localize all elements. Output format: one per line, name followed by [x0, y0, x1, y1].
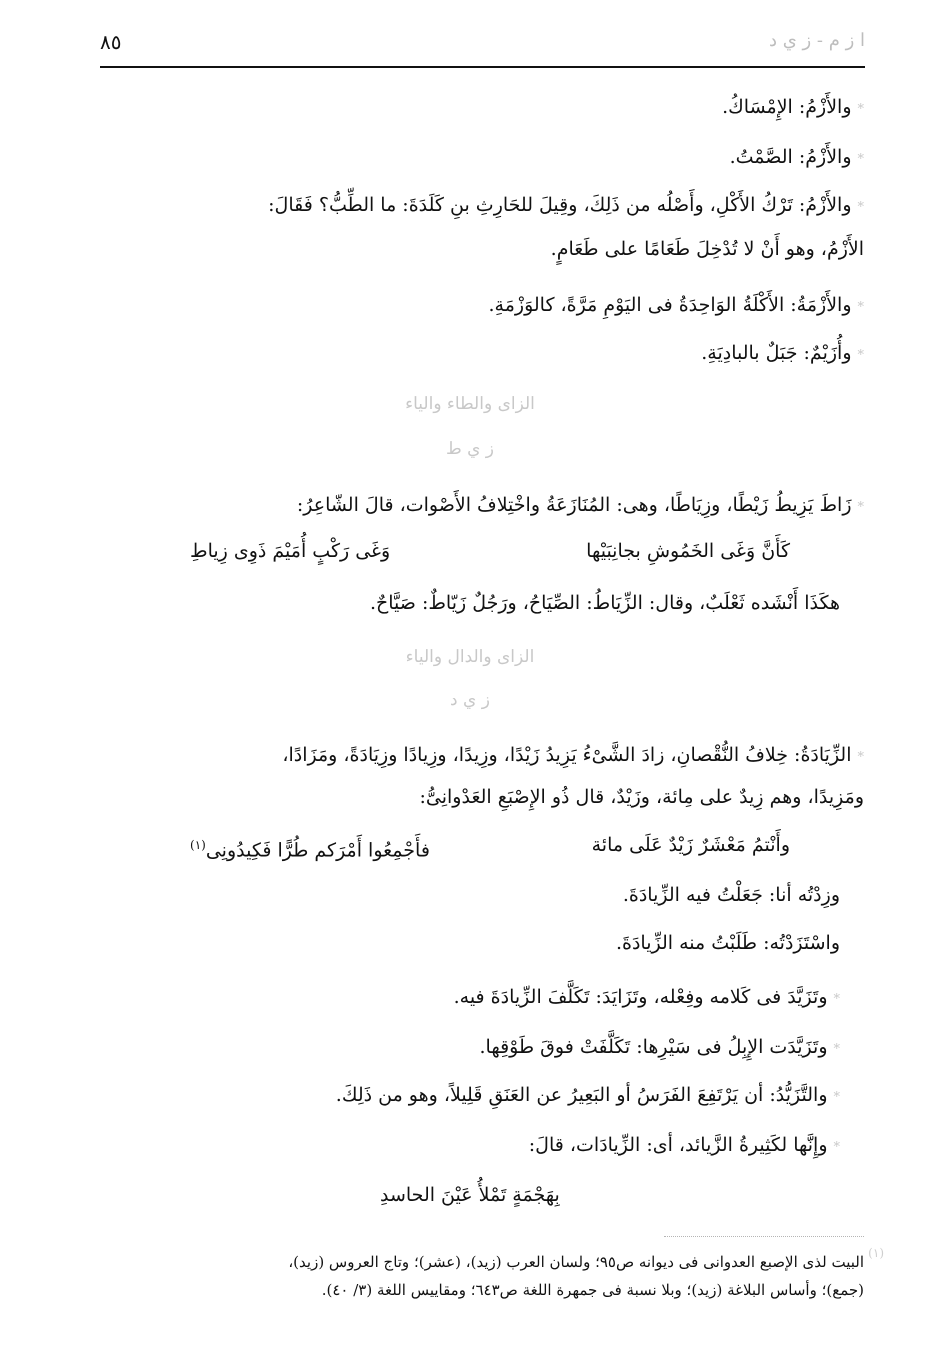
page-header: [100, 22, 865, 68]
star-icon: *: [857, 200, 864, 215]
entry-line: ومَزِيدًا، وهم زِيدٌ على مِائة، وزَيْدٌ، قال ذُو الإِصْبَعِ العَدْوانِىُّ:: [419, 786, 864, 808]
footnote-mark: (١): [868, 1246, 884, 1260]
entry-line: *وإِنَّها لكَثِيرةُ الزَّيائد، أى: الزِّيادَات، قالَ:: [529, 1130, 840, 1163]
star-icon: *: [857, 102, 864, 117]
verse-hemistich-first: وأَنْتمُ مَعْشَرٌ زَيْدٌ عَلَى مائة: [591, 834, 790, 856]
section-heading: الزاى والطاء والياء: [405, 394, 535, 414]
entry-line: *والأَزْمُ: الإِمْسَاكُ.: [722, 92, 864, 125]
entry-line: وزِدْتُه أنا: جَعَلْتُ فيه الزِّيادَةَ.: [622, 884, 840, 906]
star-icon: *: [833, 992, 840, 1007]
star-icon: *: [857, 500, 864, 515]
entry-line: *الزِّيَادَةُ: خِلافُ النُّقْصانِ، زادَ الشَّىْءُ يَزِيدُ زَيْدًا، وزِيدًا، وزِيادًا وزِيَادَةً، ومَزَادًا،: [282, 740, 864, 773]
entry-line: *وأُزَيْمٌ: جَبَلٌ بالبادِيَةِ.: [701, 338, 864, 371]
star-icon: *: [857, 348, 864, 363]
page-number: ٨٥: [100, 30, 122, 54]
entry-line: *والأَزْمُ: الصَّمْتُ.: [730, 142, 864, 175]
footnote-rule: [664, 1236, 864, 1237]
star-icon: *: [857, 152, 864, 167]
verse-hemistich-first: كَأَنَّ وَغَى الخَمُوشِ بجانِبَيْها: [586, 540, 790, 562]
entry-line: *والأَزْمُ: تَرْكُ الأَكْلِ، وأَصْلُه من ذَلِكَ، وقِيلَ للحَارِثِ بنِ كَلَدَةَ: ما الطِّبُّ؟ فَقَالَ:: [268, 190, 864, 223]
footnote-line: البيت لذى الإصبع العدوانى فى ديوانه ص٩٥؛ ولسان العرب (زيد)، (عشر)؛ وتاج العروس (زيد)،: [288, 1253, 864, 1271]
verse-hemistich-second: وَغَى رَكْبٍ أُمَيْمَ ذَوِى زِياطِ: [190, 540, 391, 562]
entry-line: واسْتَزَدْتُه: طَلَبْتُ منه الزِّيادَةَ.: [615, 932, 840, 954]
star-icon: *: [833, 1042, 840, 1057]
root-heading: ز ي ط: [445, 439, 495, 459]
entry-line: الأَزْمُ، وهو أَنْ لا تُدْخِلَ طَعَامًا على طَعَامٍ.: [550, 238, 864, 260]
entry-line: *وتَزَيَّدَت الإِبِلُ فى سَيْرِها: تَكَلَّفَتْ فوقَ طَوْقِها.: [480, 1032, 840, 1065]
star-icon: *: [857, 300, 864, 315]
entry-line: *والأَزْمَةُ: الأَكْلَةُ الوَاحِدَةُ فى اليَوْمِ مَرَّةً، كالوَزْمَةِ.: [488, 290, 864, 323]
footnote-ref: (١): [190, 838, 206, 852]
running-head: ا ز م - ز ي د: [768, 30, 865, 51]
star-icon: *: [857, 750, 864, 765]
entry-line: هكَذَا أَنْشَده ثَعْلَبٌ، وقال: الزِّيَاطُ: الصِّيَاحُ، ورَجُلٌ زَيّاطٌ: صَيَّاحٌ.: [369, 592, 840, 614]
root-heading: ز ي د: [450, 690, 490, 710]
star-icon: *: [833, 1090, 840, 1105]
entry-line: *وتَزَيَّدَ فى كَلامه وفِعْله، وتَزَايَدَ: تَكَلَّفَ الزِّيادَةَ فيه.: [454, 982, 840, 1015]
section-heading: الزاى والدال والياء: [405, 647, 535, 667]
star-icon: *: [833, 1140, 840, 1155]
footnote-line: (جمع)؛ وأساس البلاغة (زيد)؛ وبلا نسبة فى جمهرة اللغة ص٦٤٣؛ ومقاييس اللغة (٣/ ٤٠).: [321, 1281, 864, 1299]
entry-line: *والتَّزَيُّدُ: أن يَرْتَفِعَ الفَرَسُ أو البَعِيرُ عن العَنَقِ قَلِيلاً، وهو من ذَلِكَ.: [336, 1080, 840, 1113]
verse-hemistich-second: فأَجْمِعُوا أَمْرَكم طُرًّا فَكِيدُونِى$^{(١)}$: [190, 838, 430, 862]
verse-hemistich: بِهَجْمَةٍ تَمْلأُ عَيْنَ الحاسدِ: [380, 1184, 560, 1206]
entry-line: *زَاطَ يَزِيطُ زَيْطًا، وزِيَاطًا، وهى: المُنَازَعَةُ واخْتِلافُ الأَصْوات، قالَ الشّاعِرُ:: [297, 490, 864, 523]
